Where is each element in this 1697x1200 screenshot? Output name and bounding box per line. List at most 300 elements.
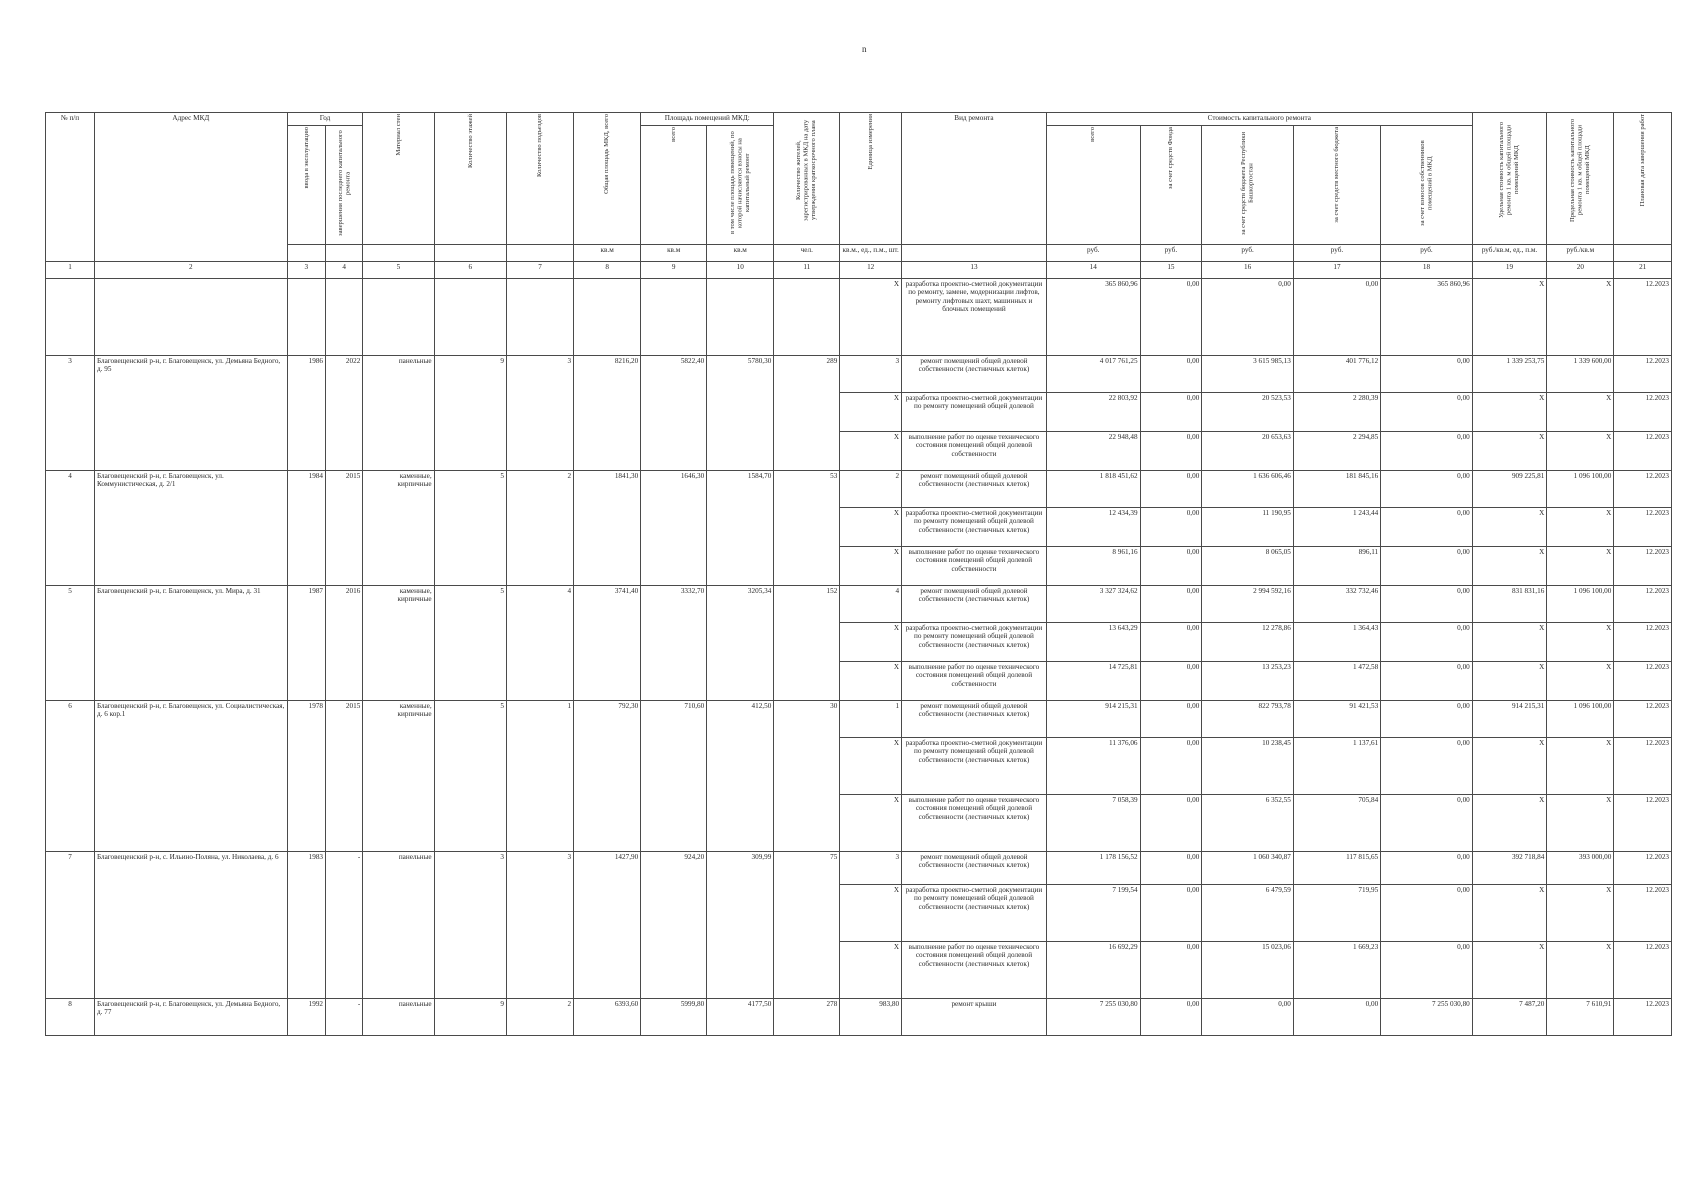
unit-cell: чел. [774, 245, 840, 262]
floors-cell: 5 [434, 586, 506, 701]
unit-cell: руб./кв.м, ед., п.м. [1472, 245, 1547, 262]
cost-total-cell: 4 017 761,25 [1046, 356, 1140, 393]
premises-total-cell: 5822,40 [641, 356, 707, 471]
address-cell: Благовещенский р-н, г. Благовещенск, ул. Демьяна Бедного, д. 95 [94, 356, 287, 471]
cost-fund-cell: 0,00 [1140, 999, 1202, 1036]
cost-republic-cell: 0,00 [1202, 279, 1294, 356]
work-type-cell: ремонт помещений общей долевой собственности (лестничных клеток) [902, 586, 1047, 623]
unit-measure-cell: X [840, 885, 902, 942]
cost-local-cell: 0,00 [1293, 999, 1380, 1036]
unit-measure-cell: X [840, 942, 902, 999]
cost-fund-cell: 0,00 [1140, 885, 1202, 942]
cost-republic-cell: 6 479,59 [1202, 885, 1294, 942]
planned-date-cell: 12.2023 [1614, 885, 1672, 942]
cost-total-cell: 13 643,29 [1046, 623, 1140, 662]
cost-owners-cell: 0,00 [1381, 356, 1473, 393]
unit-cost-cell: X [1472, 393, 1547, 432]
work-type-cell: выполнение работ по оценке технического состояния помещений общей долевой собственности (лестничных клеток) [902, 942, 1047, 999]
cost-total-cell: 1 178 156,52 [1046, 852, 1140, 885]
unit-measure-cell: X [840, 795, 902, 852]
total-area-cell: 1427,90 [574, 852, 641, 999]
planned-date-cell: 12.2023 [1614, 942, 1672, 999]
row-number: 6 [46, 701, 95, 852]
entrances-cell: 1 [507, 701, 574, 852]
header-premises-residential: в том числе площадь помещений, по которой начисляются взносы на капитальный ремонт [707, 126, 774, 245]
year-last-repair-cell: 2015 [326, 471, 363, 586]
address-cell: Благовещенский р-н, г. Благовещенск, ул. Демьяна Бедного, д. 77 [94, 999, 287, 1036]
max-cost-cell: 393 000,00 [1547, 852, 1614, 885]
cost-total-cell: 914 215,31 [1046, 701, 1140, 738]
cost-fund-cell: 0,00 [1140, 586, 1202, 623]
column-number: 19 [1472, 262, 1547, 279]
table-row [46, 471, 1672, 508]
cost-fund-cell: 0,00 [1140, 662, 1202, 701]
work-type-cell: выполнение работ по оценке технического состояния помещений общей долевой собственности [902, 662, 1047, 701]
walls-cell [363, 279, 434, 356]
cost-local-cell: 2 280,39 [1293, 393, 1380, 432]
walls-cell: каменные, кирпичные [363, 701, 434, 852]
header-floors: Количество этажей [434, 113, 506, 245]
entrances-cell: 2 [507, 471, 574, 586]
header-premises-group: Площадь помещений МКД: [641, 113, 774, 126]
planned-date-cell: 12.2023 [1614, 393, 1672, 432]
residents-cell: 278 [774, 999, 840, 1036]
year-last-repair-cell: - [326, 852, 363, 999]
cost-total-cell: 11 376,06 [1046, 738, 1140, 795]
cost-total-cell: 22 948,48 [1046, 432, 1140, 471]
floors-cell [434, 279, 506, 356]
premises-total-cell: 1646,30 [641, 471, 707, 586]
header-entrances: Количество подъездов [507, 113, 574, 245]
total-area-cell: 1841,30 [574, 471, 641, 586]
entrances-cell: 2 [507, 999, 574, 1036]
planned-date-cell: 12.2023 [1614, 623, 1672, 662]
cost-republic-cell: 6 352,55 [1202, 795, 1294, 852]
unit-cost-cell: 909 225,81 [1472, 471, 1547, 508]
cost-fund-cell: 0,00 [1140, 623, 1202, 662]
cost-republic-cell: 0,00 [1202, 999, 1294, 1036]
column-number: 18 [1381, 262, 1473, 279]
premises-total-cell: 5999,80 [641, 999, 707, 1036]
column-number: 8 [574, 262, 641, 279]
unit-cell: кв.м [574, 245, 641, 262]
header-cost-owners: за счет взносов собственников помещений в МКД [1381, 126, 1473, 245]
address-cell: Благовещенский р-н, г. Благовещенск, ул. Социалистическая, д. 6 кор.1 [94, 701, 287, 852]
header-year-last-repair: завершения последнего капитального ремонта [326, 126, 363, 245]
premises-total-cell: 3332,70 [641, 586, 707, 701]
unit-measure-cell: X [840, 432, 902, 471]
column-number: 9 [641, 262, 707, 279]
year-commission-cell: 1986 [287, 356, 325, 471]
unit-measure-cell: X [840, 738, 902, 795]
cost-local-cell: 1 243,44 [1293, 508, 1380, 547]
unit-measure-cell: X [840, 279, 902, 356]
cost-local-cell: 1 472,58 [1293, 662, 1380, 701]
unit-cost-cell: X [1472, 795, 1547, 852]
row-number: 7 [46, 852, 95, 999]
max-cost-cell: X [1547, 885, 1614, 942]
cost-local-cell: 1 364,43 [1293, 623, 1380, 662]
column-number: 2 [94, 262, 287, 279]
cost-owners-cell: 0,00 [1381, 942, 1473, 999]
max-cost-cell: X [1547, 432, 1614, 471]
header-cost-republic: за счет средств бюджета Республики Башкортостан [1202, 126, 1294, 245]
premises-residential-cell: 4177,50 [707, 999, 774, 1036]
cost-republic-cell: 10 238,45 [1202, 738, 1294, 795]
work-type-cell: выполнение работ по оценке технического состояния помещений общей долевой собственности (лестничных клеток) [902, 795, 1047, 852]
entrances-cell [507, 279, 574, 356]
planned-date-cell: 12.2023 [1614, 508, 1672, 547]
cost-total-cell: 365 860,96 [1046, 279, 1140, 356]
total-area-cell: 8216,20 [574, 356, 641, 471]
unit-cost-cell: 7 487,20 [1472, 999, 1547, 1036]
header-num: № п/п [46, 113, 95, 262]
max-cost-cell: X [1547, 738, 1614, 795]
header-cost-group: Стоимость капитального ремонта [1046, 113, 1472, 126]
max-cost-cell: X [1547, 508, 1614, 547]
column-number: 16 [1202, 262, 1294, 279]
header-total-area: Общая площадь МКД, всего [574, 113, 641, 245]
unit-measure-cell: 3 [840, 356, 902, 393]
floors-cell: 9 [434, 356, 506, 471]
cost-fund-cell: 0,00 [1140, 432, 1202, 471]
unit-cell [287, 245, 325, 262]
planned-date-cell: 12.2023 [1614, 432, 1672, 471]
year-commission-cell: 1983 [287, 852, 325, 999]
work-type-cell: разработка проектно-сметной документации по ремонту помещений общей долевой собственности (лестничных клеток) [902, 623, 1047, 662]
unit-cell: кв.м [707, 245, 774, 262]
unit-cost-cell: X [1472, 547, 1547, 586]
cost-owners-cell: 0,00 [1381, 623, 1473, 662]
table-header [46, 113, 1672, 279]
cost-total-cell: 3 327 324,62 [1046, 586, 1140, 623]
unit-measure-cell: 1 [840, 701, 902, 738]
column-number: 1 [46, 262, 95, 279]
floors-cell: 9 [434, 999, 506, 1036]
cost-owners-cell: 0,00 [1381, 885, 1473, 942]
cost-republic-cell: 11 190,95 [1202, 508, 1294, 547]
cost-total-cell: 7 255 030,80 [1046, 999, 1140, 1036]
cost-owners-cell: 0,00 [1381, 508, 1473, 547]
cost-fund-cell: 0,00 [1140, 279, 1202, 356]
unit-measure-cell: 983,80 [840, 999, 902, 1036]
column-number: 21 [1614, 262, 1672, 279]
premises-residential-cell: 309,99 [707, 852, 774, 999]
row-number: 5 [46, 586, 95, 701]
entrances-cell: 4 [507, 586, 574, 701]
header-cost-total: всего [1046, 126, 1140, 245]
planned-date-cell: 12.2023 [1614, 795, 1672, 852]
max-cost-cell: 1 096 100,00 [1547, 471, 1614, 508]
planned-date-cell: 12.2023 [1614, 999, 1672, 1036]
column-number: 12 [840, 262, 902, 279]
year-last-repair-cell: - [326, 999, 363, 1036]
cost-fund-cell: 0,00 [1140, 547, 1202, 586]
unit-measure-cell: X [840, 393, 902, 432]
cost-owners-cell: 0,00 [1381, 852, 1473, 885]
cost-local-cell: 117 815,65 [1293, 852, 1380, 885]
table-row [46, 701, 1672, 738]
cost-fund-cell: 0,00 [1140, 942, 1202, 999]
residents-cell: 53 [774, 471, 840, 586]
residents-cell: 30 [774, 701, 840, 852]
max-cost-cell: X [1547, 662, 1614, 701]
year-commission-cell: 1984 [287, 471, 325, 586]
cost-republic-cell: 3 615 985,13 [1202, 356, 1294, 393]
planned-date-cell: 12.2023 [1614, 279, 1672, 356]
header-planned-date: Плановая дата завершения работ [1614, 113, 1672, 245]
max-cost-cell: X [1547, 623, 1614, 662]
cost-owners-cell: 0,00 [1381, 795, 1473, 852]
header-cost-fund: за счет средств Фонда [1140, 126, 1202, 245]
address-cell: Благовещенский р-н, с. Ильино-Поляна, ул. Николаева, д. 6 [94, 852, 287, 999]
floors-cell: 5 [434, 701, 506, 852]
unit-cell [434, 245, 506, 262]
cost-owners-cell: 0,00 [1381, 432, 1473, 471]
unit-cell [326, 245, 363, 262]
unit-cost-cell: X [1472, 623, 1547, 662]
unit-cost-cell: 831 831,16 [1472, 586, 1547, 623]
residents-cell: 75 [774, 852, 840, 999]
year-commission-cell: 1978 [287, 701, 325, 852]
header-unit-measure: Единица измерения [840, 113, 902, 245]
year-commission-cell: 1987 [287, 586, 325, 701]
cost-total-cell: 12 434,39 [1046, 508, 1140, 547]
walls-cell: каменные, кирпичные [363, 586, 434, 701]
cost-local-cell: 0,00 [1293, 279, 1380, 356]
header-cost-local: за счет средств местного бюджета [1293, 126, 1380, 245]
unit-cell [1614, 245, 1672, 262]
header-residents: Количество жителей, зарегистрированных в МКД на дату утверждения краткосрочного плана [774, 113, 840, 245]
cost-fund-cell: 0,00 [1140, 508, 1202, 547]
cost-fund-cell: 0,00 [1140, 701, 1202, 738]
cost-total-cell: 16 692,29 [1046, 942, 1140, 999]
cost-republic-cell: 12 278,86 [1202, 623, 1294, 662]
unit-cell: руб. [1046, 245, 1140, 262]
unit-cost-cell: X [1472, 738, 1547, 795]
cost-local-cell: 91 421,53 [1293, 701, 1380, 738]
unit-cell: кв.м., ед., п.м., шт. [840, 245, 902, 262]
work-type-cell: ремонт помещений общей долевой собственности (лестничных клеток) [902, 471, 1047, 508]
cost-local-cell: 181 845,16 [1293, 471, 1380, 508]
unit-measure-cell: X [840, 623, 902, 662]
unit-cell: руб. [1140, 245, 1202, 262]
premises-total-cell [641, 279, 707, 356]
column-number: 15 [1140, 262, 1202, 279]
units-row [46, 245, 1672, 262]
floors-cell: 3 [434, 852, 506, 999]
cost-fund-cell: 0,00 [1140, 738, 1202, 795]
work-type-cell: разработка проектно-сметной документации по ремонту помещений общей долевой собственности (лестничных клеток) [902, 738, 1047, 795]
planned-date-cell: 12.2023 [1614, 586, 1672, 623]
cost-local-cell: 1 137,61 [1293, 738, 1380, 795]
max-cost-cell: 1 339 600,00 [1547, 356, 1614, 393]
unit-measure-cell: 4 [840, 586, 902, 623]
floors-cell: 5 [434, 471, 506, 586]
table-row [46, 356, 1672, 393]
year-commission-cell [287, 279, 325, 356]
total-area-cell: 6393,60 [574, 999, 641, 1036]
year-last-repair-cell [326, 279, 363, 356]
unit-cost-cell: X [1472, 885, 1547, 942]
cost-total-cell: 7 058,39 [1046, 795, 1140, 852]
total-area-cell [574, 279, 641, 356]
premises-residential-cell: 412,50 [707, 701, 774, 852]
premises-residential-cell [707, 279, 774, 356]
total-area-cell: 792,30 [574, 701, 641, 852]
cost-local-cell: 719,95 [1293, 885, 1380, 942]
unit-measure-cell: 3 [840, 852, 902, 885]
unit-cell [902, 245, 1047, 262]
max-cost-cell: X [1547, 942, 1614, 999]
max-cost-cell: 1 096 100,00 [1547, 586, 1614, 623]
cost-owners-cell: 0,00 [1381, 393, 1473, 432]
cost-republic-cell: 1 636 606,46 [1202, 471, 1294, 508]
cost-republic-cell: 8 065,05 [1202, 547, 1294, 586]
row-number: 8 [46, 999, 95, 1036]
header-unit-cost: Удельная стоимость капитального ремонта 1 кв. м общей площади помещений МКД [1472, 113, 1547, 245]
cost-republic-cell: 2 994 592,16 [1202, 586, 1294, 623]
premises-total-cell: 924,20 [641, 852, 707, 999]
cost-local-cell: 1 669,23 [1293, 942, 1380, 999]
column-number: 14 [1046, 262, 1140, 279]
year-commission-cell: 1992 [287, 999, 325, 1036]
entrances-cell: 3 [507, 356, 574, 471]
page-mark: n [862, 44, 867, 54]
planned-date-cell: 12.2023 [1614, 738, 1672, 795]
cost-total-cell: 14 725,81 [1046, 662, 1140, 701]
cost-fund-cell: 0,00 [1140, 356, 1202, 393]
premises-residential-cell: 3205,34 [707, 586, 774, 701]
unit-cell: кв.м [641, 245, 707, 262]
column-numbers-row [46, 262, 1672, 279]
cost-local-cell: 705,84 [1293, 795, 1380, 852]
unit-cost-cell: X [1472, 432, 1547, 471]
unit-cost-cell: X [1472, 279, 1547, 356]
work-type-cell: разработка проектно-сметной документации по ремонту, замене, модернизации лифтов, ремонту лифтовых шахт, машинных и блочных помещений [902, 279, 1047, 356]
total-area-cell: 3741,40 [574, 586, 641, 701]
column-number: 7 [507, 262, 574, 279]
header-max-cost: Предельная стоимость капитального ремонта 1 кв. м общей площади помещений МКД [1547, 113, 1614, 245]
cost-fund-cell: 0,00 [1140, 471, 1202, 508]
cost-owners-cell: 0,00 [1381, 586, 1473, 623]
table-row [46, 999, 1672, 1036]
header-premises-total: всего [641, 126, 707, 245]
cost-total-cell: 1 818 451,62 [1046, 471, 1140, 508]
cost-republic-cell: 20 523,53 [1202, 393, 1294, 432]
unit-cost-cell: X [1472, 508, 1547, 547]
address-cell [94, 279, 287, 356]
address-cell: Благовещенский р-н, г. Благовещенск, ул. Коммунистическая, д. 2/1 [94, 471, 287, 586]
work-type-cell: разработка проектно-сметной документации по ремонту помещений общей долевой [902, 393, 1047, 432]
cost-total-cell: 7 199,54 [1046, 885, 1140, 942]
planned-date-cell: 12.2023 [1614, 356, 1672, 393]
unit-cost-cell: 914 215,31 [1472, 701, 1547, 738]
work-type-cell: выполнение работ по оценке технического состояния помещений общей долевой собственности [902, 432, 1047, 471]
cost-local-cell: 401 776,12 [1293, 356, 1380, 393]
table-row [46, 586, 1672, 623]
cost-owners-cell: 0,00 [1381, 547, 1473, 586]
cost-total-cell: 22 803,92 [1046, 393, 1140, 432]
work-type-cell: ремонт крыши [902, 999, 1047, 1036]
unit-cell: руб./кв.м [1547, 245, 1614, 262]
table-body [46, 279, 1672, 1036]
address-cell: Благовещенский р-н, г. Благовещенск, ул. Мира, д. 31 [94, 586, 287, 701]
column-number: 4 [326, 262, 363, 279]
table-row [46, 279, 1672, 356]
max-cost-cell: 1 096 100,00 [1547, 701, 1614, 738]
header-address: Адрес МКД [94, 113, 287, 262]
cost-fund-cell: 0,00 [1140, 393, 1202, 432]
cost-owners-cell: 365 860,96 [1381, 279, 1473, 356]
unit-cell [363, 245, 434, 262]
cost-local-cell: 332 732,46 [1293, 586, 1380, 623]
cost-local-cell: 896,11 [1293, 547, 1380, 586]
year-last-repair-cell: 2016 [326, 586, 363, 701]
cost-owners-cell: 0,00 [1381, 701, 1473, 738]
entrances-cell: 3 [507, 852, 574, 999]
residents-cell: 152 [774, 586, 840, 701]
cost-fund-cell: 0,00 [1140, 795, 1202, 852]
work-type-cell: выполнение работ по оценке технического состояния помещений общей долевой собственности [902, 547, 1047, 586]
walls-cell: панельные [363, 999, 434, 1036]
row-number: 4 [46, 471, 95, 586]
year-last-repair-cell: 2015 [326, 701, 363, 852]
planned-date-cell: 12.2023 [1614, 471, 1672, 508]
cost-owners-cell: 0,00 [1381, 471, 1473, 508]
planned-date-cell: 12.2023 [1614, 852, 1672, 885]
planned-date-cell: 12.2023 [1614, 701, 1672, 738]
repair-plan-table [45, 112, 1672, 1036]
cost-republic-cell: 13 253,23 [1202, 662, 1294, 701]
max-cost-cell: X [1547, 547, 1614, 586]
row-number [46, 279, 95, 356]
residents-cell: 289 [774, 356, 840, 471]
unit-cost-cell: X [1472, 662, 1547, 701]
row-number: 3 [46, 356, 95, 471]
cost-local-cell: 2 294,85 [1293, 432, 1380, 471]
column-number: 3 [287, 262, 325, 279]
cost-total-cell: 8 961,16 [1046, 547, 1140, 586]
planned-date-cell: 12.2023 [1614, 662, 1672, 701]
cost-fund-cell: 0,00 [1140, 852, 1202, 885]
work-type-cell: ремонт помещений общей долевой собственности (лестничных клеток) [902, 356, 1047, 393]
unit-cost-cell: 1 339 253,75 [1472, 356, 1547, 393]
work-type-cell: разработка проектно-сметной документации по ремонту помещений общей долевой собственности (лестничных клеток) [902, 508, 1047, 547]
work-type-cell: разработка проектно-сметной документации по ремонту помещений общей долевой собственности (лестничных клеток) [902, 885, 1047, 942]
cost-republic-cell: 20 653,63 [1202, 432, 1294, 471]
planned-date-cell: 12.2023 [1614, 547, 1672, 586]
cost-owners-cell: 0,00 [1381, 662, 1473, 701]
unit-cost-cell: X [1472, 942, 1547, 999]
column-number: 11 [774, 262, 840, 279]
cost-republic-cell: 822 793,78 [1202, 701, 1294, 738]
max-cost-cell: 7 610,91 [1547, 999, 1614, 1036]
header-year-commission: ввода в эксплуатацию [287, 126, 325, 245]
unit-cell: руб. [1381, 245, 1473, 262]
cost-owners-cell: 7 255 030,80 [1381, 999, 1473, 1036]
column-number: 20 [1547, 262, 1614, 279]
premises-total-cell: 710,60 [641, 701, 707, 852]
column-number: 6 [434, 262, 506, 279]
premises-residential-cell: 1584,70 [707, 471, 774, 586]
walls-cell: панельные [363, 356, 434, 471]
unit-measure-cell: X [840, 547, 902, 586]
header-year-group: Год [287, 113, 363, 126]
unit-measure-cell: 2 [840, 471, 902, 508]
unit-cell [507, 245, 574, 262]
column-number: 17 [1293, 262, 1380, 279]
